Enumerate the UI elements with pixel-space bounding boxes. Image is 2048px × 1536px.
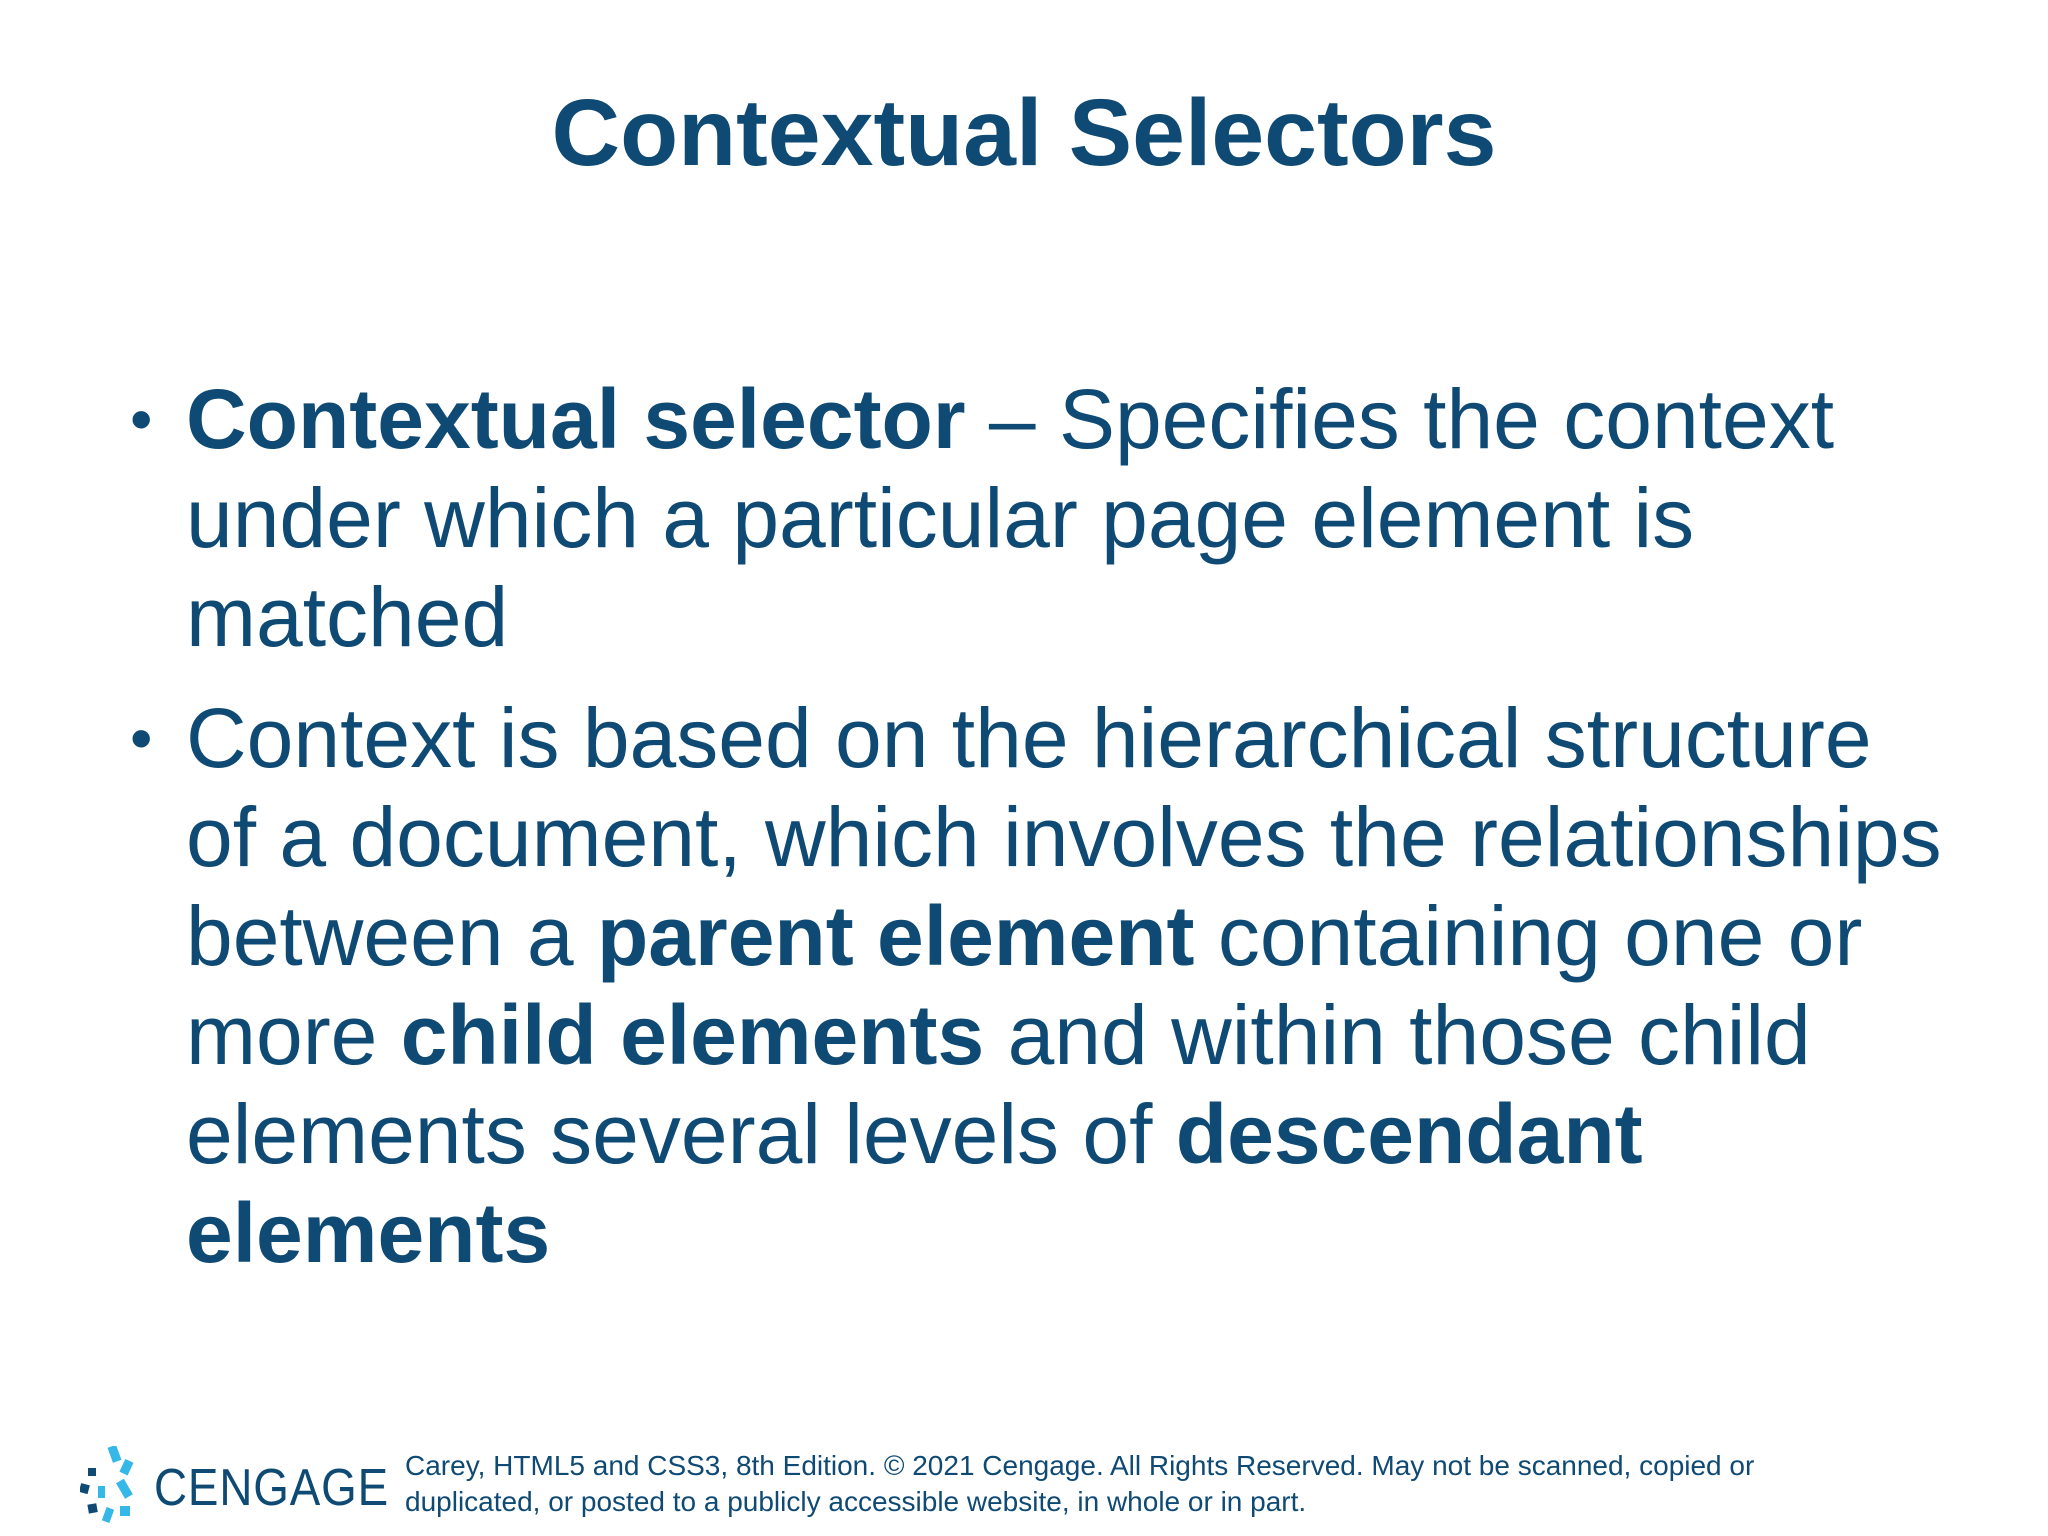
footer: [0, 1440, 2048, 1530]
cengage-logo: [80, 1446, 390, 1526]
bullet-marker: •: [130, 702, 153, 774]
term-parent-element: parent element: [596, 889, 1195, 983]
bullet-item-contextual-selector: [130, 370, 1950, 667]
copyright-line-2: duplicated, or posted to a publicly accessible website, in whole or in part.: [405, 1486, 1307, 1517]
definition-text: – Specifies the context under which a particular page element is matched: [186, 372, 1835, 664]
term-child-elements: child elements: [400, 988, 985, 1082]
bullet-item-context: [130, 689, 1950, 1283]
context-text-part-3: and within those child elements several levels of: [186, 988, 1811, 1181]
slide-title: Contextual Selectors: [551, 80, 1497, 186]
cengage-logo-text: CENGAGE: [154, 1459, 390, 1517]
context-text-part-2: containing one or more: [186, 889, 1863, 1082]
context-text-part-1: Context is based on the hierarchical structure of a document, which involves the relationships between a: [186, 691, 1942, 983]
term-descendant-elements: descendant elements: [186, 1087, 1643, 1280]
bullet-list: [130, 370, 1950, 1305]
term-contextual-selector: Contextual selector: [186, 372, 966, 466]
copyright-line-1: Carey, HTML5 and CSS3, 8th Edition. © 2021 Cengage. All Rights Reserved. May not be scanned, copied or: [405, 1450, 1755, 1481]
copyright-notice: [405, 1448, 1905, 1520]
bullet-marker: •: [130, 383, 153, 455]
cengage-logo-mark-icon: [80, 1446, 150, 1526]
